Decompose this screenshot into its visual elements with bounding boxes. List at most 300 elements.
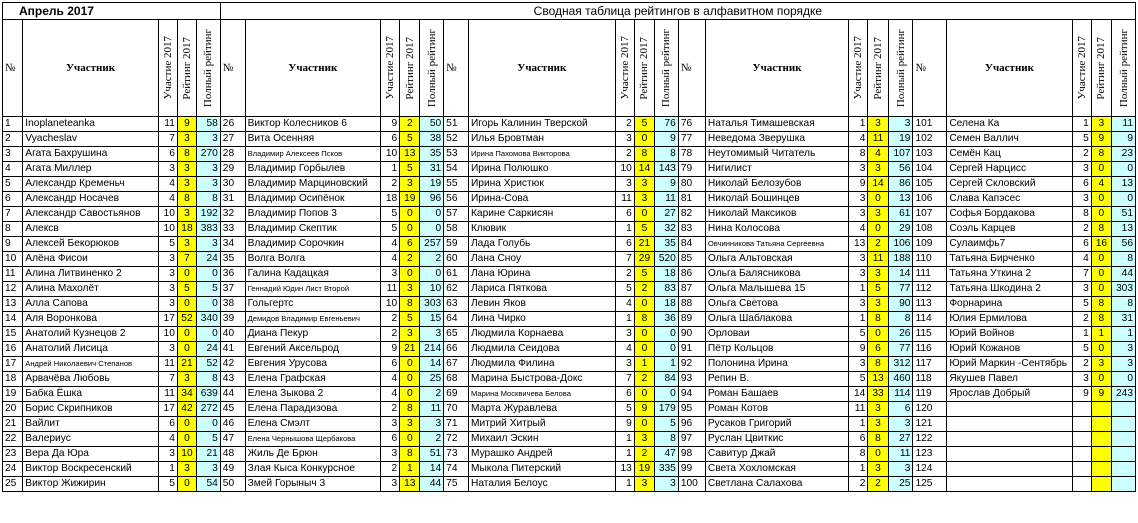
row-number: 22 <box>3 432 23 447</box>
row-number: 48 <box>220 447 245 462</box>
rating-2017: 8 <box>177 192 196 207</box>
participation-2017: 13 <box>849 237 868 252</box>
row-number: 39 <box>220 312 245 327</box>
full-rating: 58 <box>197 117 221 132</box>
participation-2017: 6 <box>1072 177 1091 192</box>
participant-name: Ольга Шаблакова <box>705 312 848 327</box>
rating-2017: 2 <box>868 477 888 492</box>
full-rating: 24 <box>197 252 221 267</box>
rating-2017: 2 <box>634 447 654 462</box>
full-rating: 0 <box>1112 162 1136 177</box>
participant-name: Нина Колосова <box>705 222 848 237</box>
rating-2017: 0 <box>634 327 654 342</box>
full-rating: 3 <box>197 462 221 477</box>
participation-2017: 4 <box>381 237 400 252</box>
rating-2017: 0 <box>1091 372 1111 387</box>
row-number: 120 <box>913 402 947 417</box>
rating-2017: 0 <box>177 267 196 282</box>
full-rating: 192 <box>197 207 221 222</box>
row-number: 7 <box>3 207 23 222</box>
row-number: 24 <box>3 462 23 477</box>
participation-2017: 1 <box>615 312 634 327</box>
rating-2017: 1 <box>1091 327 1111 342</box>
rating-2017: 2 <box>868 237 888 252</box>
full-rating: 19 <box>888 132 913 147</box>
rating-2017: 0 <box>400 372 420 387</box>
participation-2017: 8 <box>849 147 868 162</box>
row-number: 9 <box>3 237 23 252</box>
participant-name: Софья Бордакова <box>947 207 1072 222</box>
full-rating: 14 <box>888 267 913 282</box>
participant-name <box>947 432 1072 447</box>
participation-2017: 2 <box>381 327 400 342</box>
table-row <box>3 297 1136 312</box>
participant-name: Орловаи <box>705 327 848 342</box>
participation-2017: 7 <box>1072 267 1091 282</box>
row-number: 82 <box>678 207 705 222</box>
participation-2017: 5 <box>381 222 400 237</box>
full-rating <box>1112 417 1136 432</box>
full-rating: 84 <box>655 372 679 387</box>
participation-2017: 3 <box>849 267 868 282</box>
title-main: Сводная таблица рейтингов в алфавитном порядке <box>220 3 1135 20</box>
row-number: 29 <box>220 162 245 177</box>
rating-2017: 0 <box>868 222 888 237</box>
participant-name <box>947 402 1072 417</box>
participation-2017: 1 <box>849 312 868 327</box>
rating-2017: 0 <box>634 207 654 222</box>
participant-name: Вайлит <box>23 417 158 432</box>
participant-name: Карине Саркисян <box>468 207 615 222</box>
participation-2017: 5 <box>158 477 177 492</box>
participant-name: Клювик <box>468 222 615 237</box>
row-number: 110 <box>913 252 947 267</box>
participation-2017: 7 <box>615 252 634 267</box>
participant-name: Аля Воронкова <box>23 312 158 327</box>
row-number: 93 <box>678 372 705 387</box>
full-rating: 340 <box>197 312 221 327</box>
participant-name: Борис Скрипников <box>23 402 158 417</box>
full-rating: 51 <box>420 447 444 462</box>
rating-2017: 8 <box>177 147 196 162</box>
row-number: 100 <box>678 477 705 492</box>
participation-2017: 18 <box>381 192 400 207</box>
rating-2017: 3 <box>634 432 654 447</box>
row-number: 50 <box>220 477 245 492</box>
rating-2017: 0 <box>177 327 196 342</box>
row-number: 76 <box>678 117 705 132</box>
full-rating <box>1112 447 1136 462</box>
full-rating: 639 <box>197 387 221 402</box>
row-number: 8 <box>3 222 23 237</box>
rating-2017: 8 <box>400 297 420 312</box>
full-rating: 8 <box>197 372 221 387</box>
full-rating: 0 <box>420 207 444 222</box>
full-rating: 214 <box>420 342 444 357</box>
full-rating <box>1112 402 1136 417</box>
row-number: 83 <box>678 222 705 237</box>
participation-2017: 7 <box>615 372 634 387</box>
participation-2017: 3 <box>158 447 177 462</box>
full-rating: 47 <box>655 447 679 462</box>
participation-2017: 4 <box>158 177 177 192</box>
rating-2017: 0 <box>177 432 196 447</box>
rating-2017: 2 <box>400 117 420 132</box>
participant-name: Диана Пекур <box>245 327 380 342</box>
participation-2017: 2 <box>381 177 400 192</box>
rating-2017 <box>1091 402 1111 417</box>
full-rating: 0 <box>197 327 221 342</box>
rating-2017: 0 <box>1091 207 1111 222</box>
row-number: 77 <box>678 132 705 147</box>
row-number: 17 <box>3 357 23 372</box>
header-rating-2017-label: Рейтинг 2017 <box>872 36 884 100</box>
participation-2017: 6 <box>615 237 634 252</box>
rating-2017: 6 <box>400 237 420 252</box>
row-number: 57 <box>444 207 469 222</box>
full-rating: 52 <box>197 357 221 372</box>
row-number: 59 <box>444 237 469 252</box>
header-rating-2017 <box>177 20 196 117</box>
full-rating: 383 <box>197 222 221 237</box>
rating-2017: 3 <box>634 477 654 492</box>
participant-name: Мурашко Андрей <box>468 447 615 462</box>
participant-name: Юрий Маркин -Сентябрь <box>947 357 1072 372</box>
full-rating: 143 <box>655 162 679 177</box>
table-row <box>3 267 1136 282</box>
rating-2017: 8 <box>868 312 888 327</box>
header-full-rating <box>1112 20 1136 117</box>
row-number: 35 <box>220 252 245 267</box>
row-number: 87 <box>678 282 705 297</box>
row-number: 88 <box>678 297 705 312</box>
rating-2017: 52 <box>177 312 196 327</box>
participant-name: Пётр Кольцов <box>705 342 848 357</box>
participation-2017: 1 <box>615 477 634 492</box>
header-rating-2017-label: Рейтинг 2017 <box>403 36 416 100</box>
row-number: 47 <box>220 432 245 447</box>
participant-name: Татьяна Шкодина 2 <box>947 282 1072 297</box>
full-rating: 460 <box>888 372 913 387</box>
full-rating: 243 <box>1112 387 1136 402</box>
full-rating: 8 <box>1112 252 1136 267</box>
row-number: 73 <box>444 447 469 462</box>
row-number: 2 <box>3 132 23 147</box>
rating-2017: 3 <box>177 207 196 222</box>
row-number: 98 <box>678 447 705 462</box>
full-rating: 2 <box>420 432 444 447</box>
header-participation-2017-label: Участие 2017 <box>852 36 865 100</box>
full-rating: 303 <box>420 297 444 312</box>
participation-2017: 3 <box>381 477 400 492</box>
rating-2017: 0 <box>868 447 888 462</box>
participation-2017: 2 <box>381 402 400 417</box>
participation-2017: 1 <box>381 162 400 177</box>
row-number: 114 <box>913 312 947 327</box>
participation-2017: 2 <box>615 147 634 162</box>
rating-2017: 5 <box>868 282 888 297</box>
rating-2017: 34 <box>177 387 196 402</box>
participation-2017: 3 <box>849 192 868 207</box>
participant-name: Ирина Пахомова Викторова <box>468 147 615 162</box>
full-rating: 26 <box>888 327 913 342</box>
row-number: 69 <box>444 387 469 402</box>
row-number: 107 <box>913 207 947 222</box>
full-rating: 77 <box>888 282 913 297</box>
row-number: 70 <box>444 402 469 417</box>
participation-2017: 9 <box>615 417 634 432</box>
participant-name <box>947 477 1072 492</box>
row-number: 119 <box>913 387 947 402</box>
rating-2017: 0 <box>634 132 654 147</box>
participant-name: Якушев Павел <box>947 372 1072 387</box>
row-number: 123 <box>913 447 947 462</box>
participation-2017: 13 <box>615 462 634 477</box>
row-number: 118 <box>913 372 947 387</box>
participation-2017: 6 <box>158 147 177 162</box>
participant-name: Виктор Колесников 6 <box>245 117 380 132</box>
header-participation-2017 <box>849 20 868 117</box>
participant-name: Николай Максиков <box>705 207 848 222</box>
row-number: 86 <box>678 267 705 282</box>
full-rating: 18 <box>655 267 679 282</box>
participation-2017: 3 <box>158 342 177 357</box>
row-number: 53 <box>444 147 469 162</box>
rating-2017: 33 <box>868 387 888 402</box>
participant-name: Нигилист <box>705 162 848 177</box>
participation-2017: 8 <box>849 447 868 462</box>
full-rating: 3 <box>197 177 221 192</box>
rating-2017: 3 <box>1091 117 1111 132</box>
full-rating: 32 <box>655 222 679 237</box>
rating-2017: 5 <box>634 117 654 132</box>
full-rating: 272 <box>197 402 221 417</box>
participation-2017: 9 <box>849 177 868 192</box>
row-number: 6 <box>3 192 23 207</box>
title-month: Апрель 2017 <box>3 3 221 20</box>
row-number: 13 <box>3 297 23 312</box>
full-rating: 31 <box>420 162 444 177</box>
full-rating: 27 <box>655 207 679 222</box>
participant-name: Роман Котов <box>705 402 848 417</box>
rating-2017 <box>1091 477 1111 492</box>
full-rating: 3 <box>1112 357 1136 372</box>
rating-2017: 6 <box>868 342 888 357</box>
participant-name: Вера Да Юра <box>23 447 158 462</box>
participation-2017 <box>1072 477 1091 492</box>
row-number: 85 <box>678 252 705 267</box>
full-rating: 19 <box>420 177 444 192</box>
rating-2017: 0 <box>400 222 420 237</box>
full-rating: 2 <box>420 252 444 267</box>
full-rating: 8 <box>888 312 913 327</box>
participant-name: Vyacheslav <box>23 132 158 147</box>
participant-name: Митрий Хитрый <box>468 417 615 432</box>
participant-name: Татьяна Бирченко <box>947 252 1072 267</box>
participation-2017: 5 <box>1072 132 1091 147</box>
full-rating: 61 <box>888 207 913 222</box>
row-number: 66 <box>444 342 469 357</box>
row-number: 27 <box>220 132 245 147</box>
participant-name: Марта Журавлева <box>468 402 615 417</box>
participation-2017: 3 <box>158 297 177 312</box>
participation-2017: 3 <box>849 297 868 312</box>
participant-name: Семён Кац <box>947 147 1072 162</box>
participation-2017: 2 <box>381 312 400 327</box>
participation-2017: 10 <box>381 297 400 312</box>
full-rating: 10 <box>420 282 444 297</box>
participant-name: Людмила Сеидова <box>468 342 615 357</box>
row-number: 99 <box>678 462 705 477</box>
full-rating: 0 <box>655 327 679 342</box>
header-num: № <box>444 20 469 117</box>
full-rating: 27 <box>888 432 913 447</box>
rating-2017: 3 <box>868 297 888 312</box>
participant-name: Людмила Корнаева <box>468 327 615 342</box>
participation-2017: 3 <box>1072 162 1091 177</box>
participant-name: Галина Кадацкая <box>245 267 380 282</box>
participant-name: Репин В. <box>705 372 848 387</box>
table-row <box>3 477 1136 492</box>
header-rating-2017 <box>400 20 420 117</box>
full-rating: 56 <box>888 162 913 177</box>
participation-2017: 2 <box>615 267 634 282</box>
participation-2017: 9 <box>381 117 400 132</box>
full-rating: 8 <box>655 432 679 447</box>
full-rating: 0 <box>197 417 221 432</box>
full-rating: 3 <box>888 462 913 477</box>
header-full-rating-label: Полный рейтинг <box>660 28 673 108</box>
participation-2017: 6 <box>615 387 634 402</box>
participation-2017: 4 <box>615 297 634 312</box>
rating-2017: 5 <box>400 312 420 327</box>
row-number: 75 <box>444 477 469 492</box>
rating-2017: 0 <box>400 387 420 402</box>
participation-2017 <box>1072 417 1091 432</box>
participant-name: Виктор Воскресенский <box>23 462 158 477</box>
table-row <box>3 417 1136 432</box>
participant-name: Русаков Григорий <box>705 417 848 432</box>
participation-2017: 2 <box>1072 312 1091 327</box>
participant-name: Лина Чирко <box>468 312 615 327</box>
participant-name: Сергей Нарцисс <box>947 162 1072 177</box>
table-row <box>3 192 1136 207</box>
header-participation-2017 <box>615 20 634 117</box>
participation-2017: 10 <box>381 147 400 162</box>
participation-2017 <box>1072 447 1091 462</box>
participant-name: Вита Осенняя <box>245 132 380 147</box>
full-rating: 15 <box>420 312 444 327</box>
participant-name: Ярослав Добрый <box>947 387 1072 402</box>
participant-name: Владимир Марциновский <box>245 177 380 192</box>
rating-2017: 0 <box>1091 162 1111 177</box>
header-rating-2017-label: Рейтинг 2017 <box>638 36 651 100</box>
rating-2017: 2 <box>634 282 654 297</box>
participant-name: Слава Капэсес <box>947 192 1072 207</box>
participant-name: Александр Носачев <box>23 192 158 207</box>
participation-2017: 17 <box>158 312 177 327</box>
row-number: 109 <box>913 237 947 252</box>
full-rating: 107 <box>888 147 913 162</box>
row-number: 4 <box>3 162 23 177</box>
table-row <box>3 132 1136 147</box>
rating-2017: 3 <box>868 117 888 132</box>
participation-2017: 1 <box>849 462 868 477</box>
rating-2017: 5 <box>634 267 654 282</box>
header-full-rating <box>420 20 444 117</box>
row-number: 43 <box>220 372 245 387</box>
full-rating: 18 <box>655 297 679 312</box>
participation-2017: 3 <box>849 207 868 222</box>
rating-2017: 4 <box>1091 177 1111 192</box>
participation-2017: 2 <box>1072 222 1091 237</box>
full-rating: 90 <box>888 297 913 312</box>
rating-2017: 9 <box>1091 387 1111 402</box>
rating-2017 <box>1091 417 1111 432</box>
full-rating: 3 <box>888 417 913 432</box>
row-number: 115 <box>913 327 947 342</box>
participation-2017: 2 <box>1072 147 1091 162</box>
participant-name: Алла Сапова <box>23 297 158 312</box>
rating-2017: 0 <box>400 267 420 282</box>
table-row <box>3 447 1136 462</box>
participation-2017: 10 <box>158 327 177 342</box>
row-number: 21 <box>3 417 23 432</box>
full-rating: 5 <box>197 432 221 447</box>
participation-2017: 6 <box>1072 237 1091 252</box>
participant-name: Полонина Ирина <box>705 357 848 372</box>
row-number: 108 <box>913 222 947 237</box>
rating-2017: 5 <box>634 222 654 237</box>
full-rating: 50 <box>420 117 444 132</box>
full-rating: 0 <box>197 297 221 312</box>
rating-2017: 2 <box>400 252 420 267</box>
participant-name: Сулаимфь7 <box>947 237 1072 252</box>
row-number: 81 <box>678 192 705 207</box>
row-number: 67 <box>444 357 469 372</box>
rating-2017: 8 <box>1091 222 1111 237</box>
participation-2017: 9 <box>849 342 868 357</box>
full-rating: 1 <box>1112 327 1136 342</box>
header-participant: Участник <box>468 20 615 117</box>
table-row <box>3 222 1136 237</box>
full-rating: 25 <box>420 372 444 387</box>
full-rating: 76 <box>655 117 679 132</box>
header-full-rating-label: Полный рейтинг <box>894 28 907 108</box>
participant-name: Алексей Бекорюков <box>23 237 158 252</box>
table-row <box>3 252 1136 267</box>
full-rating: 5 <box>197 282 221 297</box>
rating-2017 <box>1091 462 1111 477</box>
row-number: 68 <box>444 372 469 387</box>
row-number: 95 <box>678 402 705 417</box>
rating-2017: 3 <box>177 372 196 387</box>
row-number: 117 <box>913 357 947 372</box>
full-rating: 11 <box>888 447 913 462</box>
table-row <box>3 372 1136 387</box>
participation-2017: 5 <box>1072 297 1091 312</box>
header-participant: Участник <box>23 20 158 117</box>
participation-2017: 11 <box>615 192 634 207</box>
rating-2017: 9 <box>177 117 196 132</box>
participation-2017: 5 <box>381 207 400 222</box>
participation-2017: 3 <box>615 177 634 192</box>
participation-2017: 3 <box>849 162 868 177</box>
participant-name: Владимир Алексеев Псков <box>245 147 380 162</box>
participation-2017: 5 <box>615 402 634 417</box>
row-number: 23 <box>3 447 23 462</box>
full-rating: 14 <box>420 462 444 477</box>
